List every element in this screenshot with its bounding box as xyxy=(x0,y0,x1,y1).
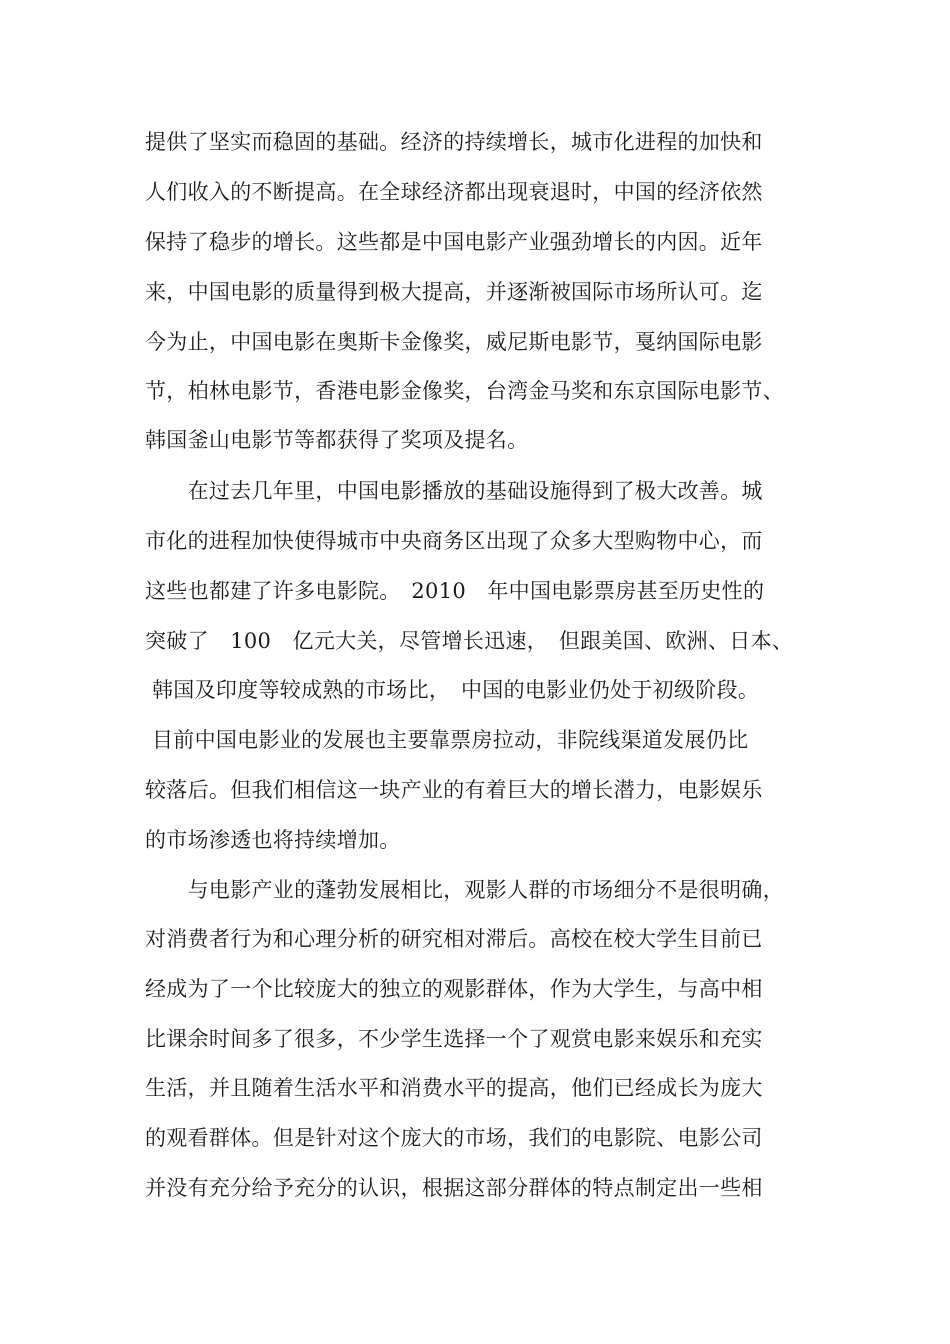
paragraph-1-line-6: 节，柏林电影节，香港电影金像奖，台湾金马奖和东京国际电影节、 xyxy=(145,379,784,403)
paragraph-2-line-1: 在过去几年里，中国电影播放的基础设施得到了极大改善。城 xyxy=(145,479,763,503)
paragraph-2-line-6: 目前中国电影业的发展也主要靠票房拉动，非院线渠道发展仍比 xyxy=(145,728,749,752)
paragraph-1-line-5: 今为止，中国电影在奥斯卡金像奖，威尼斯电影节，戛纳国际电影 xyxy=(145,330,763,354)
paragraph-2-line-3: 这些也都建了许多电影院。 2010 年中国电影票房甚至历史性的 xyxy=(145,579,765,603)
paragraph-3-line-2: 对消费者行为和心理分析的研究相对滞后。高校在校大学生目前已 xyxy=(145,927,763,951)
paragraph-3-line-6: 的观看群体。但是针对这个庞大的市场，我们的电影院、电影公司 xyxy=(145,1126,763,1150)
paragraph-3-line-3: 经成为了一个比较庞大的独立的观影群体，作为大学生，与高中相 xyxy=(145,977,763,1001)
paragraph-1-line-4: 来，中国电影的质量得到极大提高，并逐渐被国际市场所认可。迄 xyxy=(145,280,763,304)
paragraph-3-line-7: 并没有充分给予充分的认识，根据这部分群体的特点制定出一些相 xyxy=(145,1176,763,1200)
paragraph-2-line-2: 市化的进程加快使得城市中央商务区出现了众多大型购物中心，而 xyxy=(145,529,763,553)
paragraph-2-line-8: 的市场渗透也将持续增加。 xyxy=(145,828,401,852)
paragraph-3-line-4: 比课余时间多了很多，不少学生选择一个了观赏电影来娱乐和充实 xyxy=(145,1027,763,1051)
paragraph-3-line-5: 生活，并且随着生活水平和消费水平的提高，他们已经成长为庞大 xyxy=(145,1076,763,1100)
paragraph-1-line-7: 韩国釜山电影节等都获得了奖项及提名。 xyxy=(145,428,529,452)
paragraph-2-line-5: 韩国及印度等较成熟的市场比， 中国的电影业仍处于初级阶段。 xyxy=(145,678,760,702)
paragraph-1-line-3: 保持了稳步的增长。这些都是中国电影产业强劲增长的内因。近年 xyxy=(145,230,763,254)
paragraph-3-line-1: 与电影产业的蓬勃发展相比，观影人群的市场细分不是很明确， xyxy=(145,878,784,902)
paragraph-1-line-1: 提供了坚实而稳固的基础。经济的持续增长，城市化进程的加快和 xyxy=(145,130,763,154)
paragraph-1-line-2: 人们收入的不断提高。在全球经济都出现衰退时，中国的经济依然 xyxy=(145,180,763,204)
paragraph-2-line-7: 较落后。但我们相信这一块产业的有着巨大的增长潜力，电影娱乐 xyxy=(145,778,763,802)
paragraph-2-line-4: 突破了 100 亿元大关，尽管增长迅速， 但跟美国、欧洲、日本、 xyxy=(145,629,794,653)
